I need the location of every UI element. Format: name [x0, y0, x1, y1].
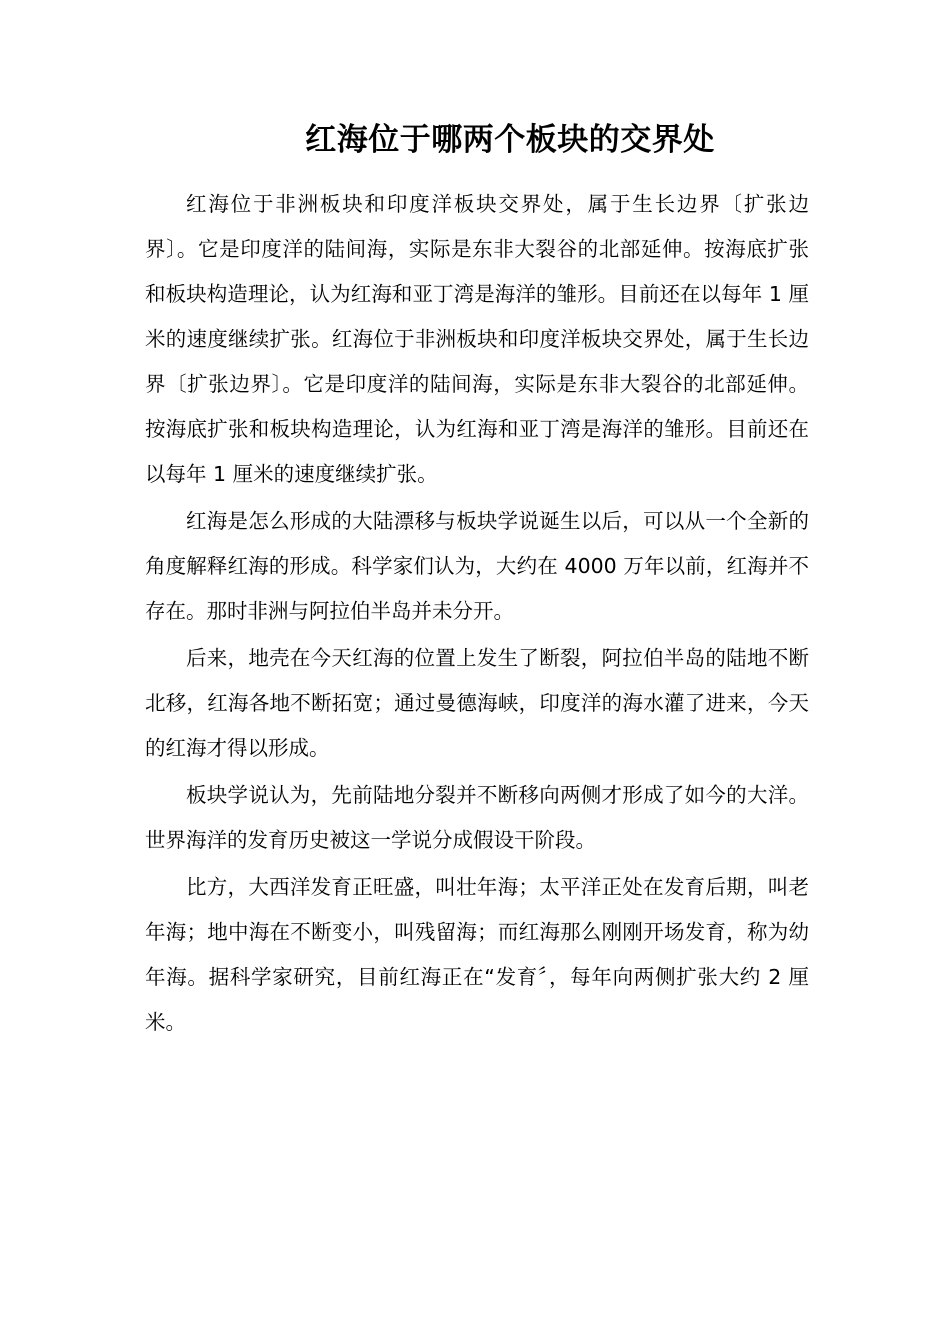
paragraph-3: 后来，地壳在今天红海的位置上发生了断裂，阿拉伯半岛的陆地不断北移，红海各地不断拓宽；通过曼德海峡，印度洋的海水灌了进来，今天的红海才得以形成。 — [145, 646, 809, 760]
paragraph-1: 红海位于非洲板块和印度洋板块交界处，属于生长边界〔扩张边界〕。它是印度洋的陆间海，实际是东非大裂谷的北部延伸。按海底扩张和板块构造理论，认为红海和亚丁湾是海洋的雏形。目前还在以每年 1 厘米的速度继续扩张。红海位于非洲板块和印度洋板块交界处，属于生长边界〔扩张边界〕。它是印度洋的陆间海，实际是东非大裂谷的北部延伸。按海底扩张和板块构造理论，认为红海和亚丁湾是海洋的雏形。目前还在以每年 1 厘米的速度继续扩张。 — [145, 192, 809, 486]
paragraph-2: 红海是怎么形成的大陆漂移与板块学说诞生以后，可以从一个全新的角度解释红海的形成。科学家们认为，大约在 4000 万年以前，红海并不存在。那时非洲与阿拉伯半岛并未分开。 — [145, 509, 809, 623]
document-body — [145, 182, 809, 1047]
page-title: 红海位于哪两个板块的交界处 — [305, 122, 715, 158]
paragraph-5: 比方，大西洋发育正旺盛，叫壮年海；太平洋正处在发育后期，叫老年海；地中海在不断变小，叫残留海；而红海那么刚刚开场发育，称为幼年海。据科学家研究，目前红海正在“发育〞，每年向两侧扩张大约 2 厘米。 — [145, 875, 809, 1034]
paragraph-4: 板块学说认为，先前陆地分裂并不断移向两侧才形成了如今的大洋。世界海洋的发育历史被这一学说分成假设干阶段。 — [145, 783, 809, 852]
